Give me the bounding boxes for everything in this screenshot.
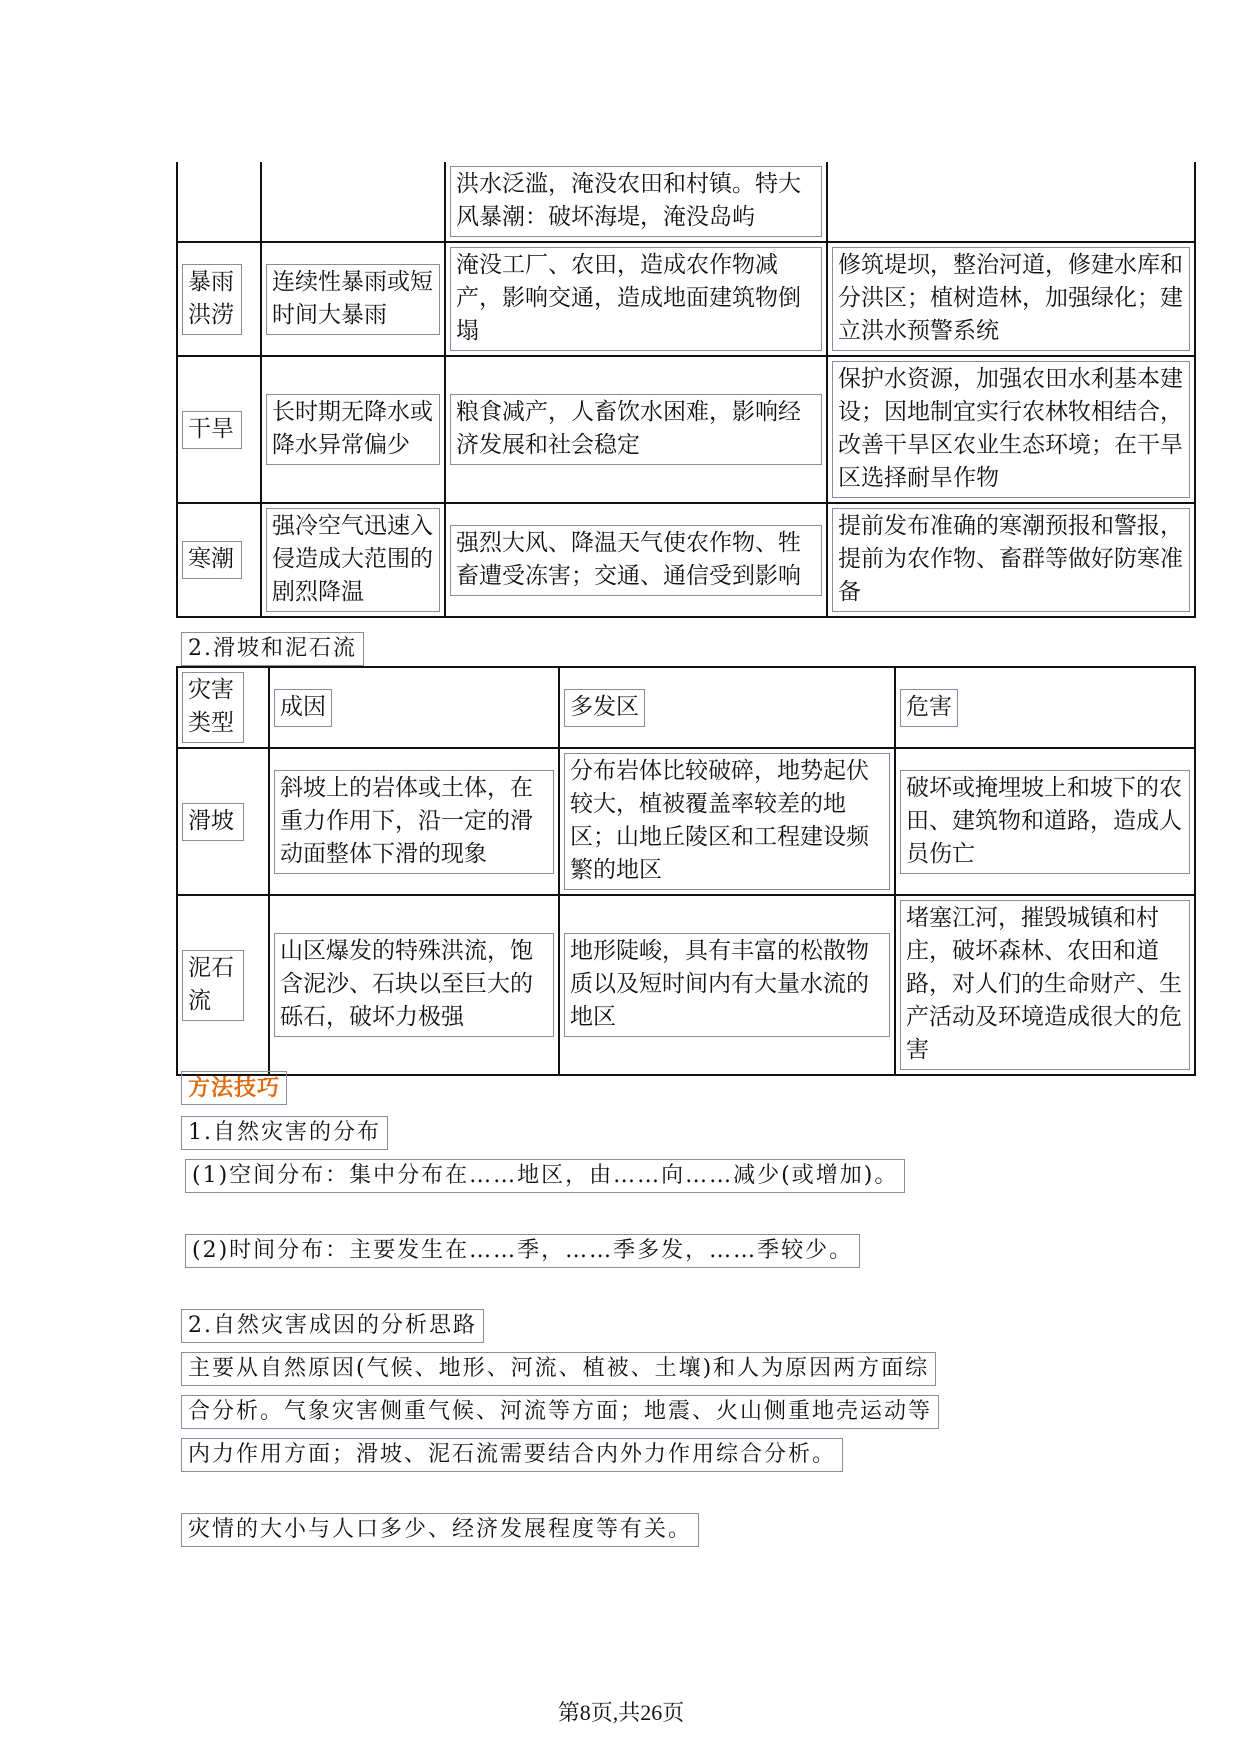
- harm-text: 淹没工厂、农田，造成农作物减产，影响交通，造成地面建筑物倒塌: [450, 247, 822, 351]
- header-area-text: 多发区: [564, 689, 645, 727]
- cause-cell: [261, 242, 445, 356]
- methods-sub2-line3: 内力作用方面；滑坡、泥石流需要结合内外力作用综合分析。: [181, 1438, 843, 1472]
- measure-text: 保护水资源，加强农田水利基本建设；因地制宜实行农林牧相结合，改善干旱区农业生态环境；在干旱区选择耐旱作物: [832, 361, 1190, 498]
- section-title-landslide: 2.滑坡和泥石流: [181, 632, 364, 666]
- type-cell: [177, 503, 261, 617]
- cause-text: 连续性暴雨或短时间大暴雨: [266, 264, 440, 335]
- disaster-table-meteorological: [176, 162, 1196, 618]
- methods-sub1-line2: (2)时间分布：主要发生在……季，……季多发，……季较少。: [185, 1234, 860, 1268]
- header-harm: [895, 667, 1195, 748]
- area-cell: [559, 748, 895, 895]
- type-cell: [177, 748, 269, 895]
- disaster-table-geological: [176, 666, 1196, 1076]
- type-cell: [177, 242, 261, 356]
- type-cell: [177, 895, 269, 1075]
- harm-cell: [445, 162, 827, 242]
- table-row: [177, 895, 1195, 1075]
- harm-cell: [445, 503, 827, 617]
- harm-cell: [445, 242, 827, 356]
- measure-text: 修筑堤坝，整治河道，修建水库和分洪区；植树造林，加强绿化；建立洪水预警系统: [832, 247, 1190, 351]
- type-cell: [177, 356, 261, 503]
- measure-text: 提前发布准确的寒潮预报和警报，提前为农作物、畜群等做好防寒准备: [832, 508, 1190, 612]
- harm-text: 堵塞江河，摧毁城镇和村庄，破坏森林、农田和道路，对人们的生命财产、生产活动及环境造成很大的危害: [900, 900, 1190, 1070]
- area-text: 地形陡峻，具有丰富的松散物质以及短时间内有大量水流的地区: [564, 933, 890, 1037]
- cause-cell: [269, 895, 559, 1075]
- measure-cell: [827, 162, 1195, 242]
- type-text: 寒潮: [182, 541, 242, 579]
- harm-cell: [895, 748, 1195, 895]
- cause-text: 强冷空气迅速入侵造成大范围的剧烈降温: [266, 508, 440, 612]
- methods-sub2-line2: 合分析。气象灾害侧重气候、河流等方面；地震、火山侧重地壳运动等: [181, 1395, 939, 1429]
- type-text: 干旱: [182, 411, 242, 449]
- cause-text: 长时期无降水或降水异常偏少: [266, 394, 440, 465]
- cause-cell: [261, 503, 445, 617]
- harm-text: 强烈大风、降温天气使农作物、牲畜遭受冻害；交通、通信受到影响: [450, 525, 822, 596]
- measure-cell: [827, 356, 1195, 503]
- cause-cell: [269, 748, 559, 895]
- methods-sub2-line4: 灾情的大小与人口多少、经济发展程度等有关。: [181, 1513, 699, 1547]
- table-row: [177, 356, 1195, 503]
- type-cell: [177, 162, 261, 242]
- harm-text: 粮食减产，人畜饮水困难，影响经济发展和社会稳定: [450, 394, 822, 465]
- cause-text: 山区爆发的特殊洪流，饱含泥沙、石块以至巨大的砾石，破坏力极强: [274, 933, 554, 1037]
- methods-title: 方法技巧: [181, 1071, 287, 1105]
- methods-sub2-title: 2.自然灾害成因的分析思路: [181, 1309, 484, 1343]
- area-cell: [559, 895, 895, 1075]
- table-row: [177, 162, 1195, 242]
- harm-cell: [895, 895, 1195, 1075]
- methods-sub1-title: 1.自然灾害的分布: [181, 1116, 388, 1150]
- header-harm-text: 危害: [900, 689, 958, 727]
- type-text: 滑坡: [182, 803, 244, 841]
- measure-cell: [827, 242, 1195, 356]
- measure-cell: [827, 503, 1195, 617]
- table-header-row: [177, 667, 1195, 748]
- type-text: 暴雨洪涝: [182, 264, 242, 335]
- cause-cell: [261, 162, 445, 242]
- methods-sub2-line1: 主要从自然原因(气候、地形、河流、植被、土壤)和人为原因两方面综: [181, 1352, 936, 1386]
- harm-cell: [445, 356, 827, 503]
- harm-text: 破坏或掩埋坡上和坡下的农田、建筑物和道路，造成人员伤亡: [900, 770, 1190, 874]
- header-cause: [269, 667, 559, 748]
- cause-text: 斜坡上的岩体或土体，在重力作用下，沿一定的滑动面整体下滑的现象: [274, 770, 554, 874]
- harm-text: 洪水泛滥，淹没农田和村镇。特大风暴潮：破坏海堤，淹没岛屿: [450, 166, 822, 237]
- area-text: 分布岩体比较破碎，地势起伏较大，植被覆盖率较差的地区；山地丘陵区和工程建设频繁的地区: [564, 753, 890, 890]
- type-text: 泥石流: [182, 950, 244, 1021]
- table-row: [177, 748, 1195, 895]
- table-row: [177, 503, 1195, 617]
- methods-sub1-line1: (1)空间分布：集中分布在……地区，由……向……减少(或增加)。: [185, 1159, 905, 1193]
- table-row: [177, 242, 1195, 356]
- header-area: [559, 667, 895, 748]
- cause-cell: [261, 356, 445, 503]
- header-type-text: 灾害类型: [182, 672, 244, 743]
- header-type: [177, 667, 269, 748]
- page-number: 第8页,共26页: [557, 1700, 685, 1725]
- header-cause-text: 成因: [274, 689, 332, 727]
